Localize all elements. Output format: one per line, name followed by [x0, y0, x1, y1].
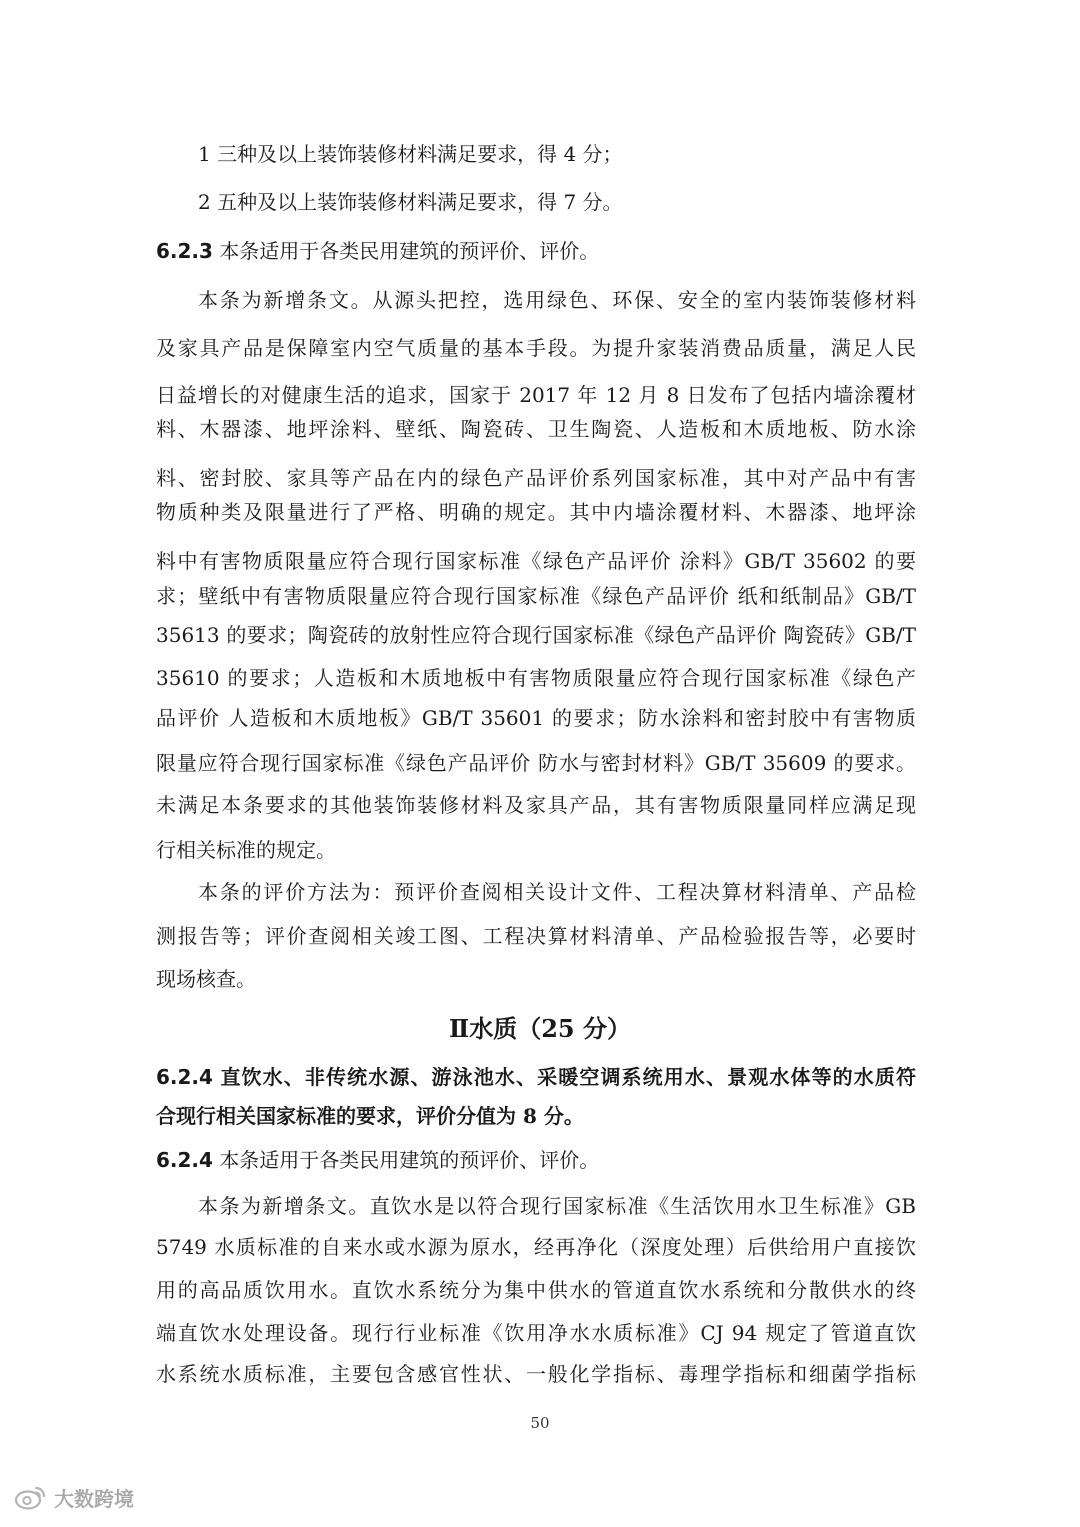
- paragraph-line: 现场核查。: [156, 967, 256, 991]
- page-number: 50: [530, 1414, 550, 1432]
- paragraph-line: 未满足本条要求的其他装饰装修材料及家具产品，其有害物质限量同样应满足现: [156, 793, 916, 817]
- paragraph-line: 本条为新增条文。直饮水是以符合现行国家标准《生活饮用水卫生标准》GB: [198, 1194, 916, 1218]
- paragraph-line: 本条的评价方法为：预评价查阅相关设计文件、工程决算材料清单、产品检: [198, 880, 916, 904]
- paragraph-line: 用的高品质饮用水。直饮水系统分为集中供水的管道直饮水系统和分散供水的终: [156, 1278, 916, 1302]
- clause-text: 本条适用于各类民用建筑的预评价、评价。: [219, 239, 600, 263]
- clause-6-2-4-title-line1: [156, 1062, 916, 1092]
- paragraph-line: 行相关标准的规定。: [156, 838, 336, 862]
- watermark-text: 大数跨境: [54, 1486, 134, 1511]
- paragraph-line: 限量应符合现行国家标准《绿色产品评价 防水与密封材料》GB/T 35609 的要求。: [156, 751, 916, 775]
- paragraph-line: 5749 水质标准的自来水或水源为原水，经再净化（深度处理）后供给用户直接饮: [156, 1235, 916, 1259]
- clause-number: 6.2.4: [156, 1148, 213, 1172]
- clause-number: 6.2.3: [156, 239, 213, 263]
- paragraph-line: 品评价 人造板和木质地板》GB/T 35601 的要求；防水涂料和密封胶中有害物质: [156, 706, 916, 730]
- watermark: [14, 1480, 134, 1514]
- clause-6-2-3-scope: [156, 236, 916, 266]
- paragraph-line: 本条为新增条文。从源头把控，选用绿色、环保、安全的室内装饰装修材料: [198, 288, 916, 312]
- paragraph-line: 料、密封胶、家具等产品在内的绿色产品评价系列国家标准，其中对产品中有害: [156, 466, 916, 490]
- scoring-item-2: 2 五种及以上装饰装修材料满足要求，得 7 分。: [198, 190, 623, 214]
- clause-text: 直饮水、非传统水源、游泳池水、采暖空调系统用水、景观水体等的水质符: [220, 1065, 916, 1089]
- paragraph-line: 料中有害物质限量应符合现行国家标准《绿色产品评价 涂料》GB/T 35602 的要: [156, 549, 916, 573]
- paragraph-line: 测报告等；评价查阅相关竣工图、工程决算材料清单、产品检验报告等，必要时: [156, 924, 916, 948]
- scoring-item-1: 1 三种及以上装饰装修材料满足要求，得 4 分；: [198, 142, 623, 166]
- paragraph-line: 求；壁纸中有害物质限量应符合现行国家标准《绿色产品评价 纸和纸制品》GB/T: [156, 584, 916, 608]
- section-heading: Ⅱ水质（25 分）: [449, 1014, 631, 1043]
- paragraph-line: 及家具产品是保障室内空气质量的基本手段。为提升家装消费品质量，满足人民: [156, 336, 916, 360]
- clause-text: 本条适用于各类民用建筑的预评价、评价。: [219, 1148, 600, 1172]
- paragraph-line: 料、木器漆、地坪涂料、壁纸、陶瓷砖、卫生陶瓷、人造板和木质地板、防水涂: [156, 417, 916, 441]
- paragraph-line: 水系统水质标准，主要包含感官性状、一般化学指标、毒理学指标和细菌学指标: [156, 1362, 916, 1386]
- paragraph-line: 日益增长的对健康生活的追求，国家于 2017 年 12 月 8 日发布了包括内墙涂覆材: [156, 383, 916, 407]
- paragraph-line: 端直饮水处理设备。现行行业标准《饮用净水水质标准》CJ 94 规定了管道直饮: [156, 1321, 916, 1345]
- paragraph-line: 35613 的要求；陶瓷砖的放射性应符合现行国家标准《绿色产品评价 陶瓷砖》GB/T: [156, 623, 916, 647]
- clause-6-2-4-scope: [156, 1145, 916, 1175]
- clause-number: 6.2.4: [156, 1065, 213, 1089]
- paragraph-line: 物质种类及限量进行了严格、明确的规定。其中内墙涂覆材料、木器漆、地坪涂: [156, 500, 916, 524]
- weibo-logo-icon: [14, 1483, 48, 1511]
- paragraph-line: 35610 的要求；人造板和木质地板中有害物质限量应符合现行国家标准《绿色产: [156, 666, 916, 690]
- clause-6-2-4-title-line2: 合现行相关国家标准的要求，评价分值为 8 分。: [156, 1104, 584, 1128]
